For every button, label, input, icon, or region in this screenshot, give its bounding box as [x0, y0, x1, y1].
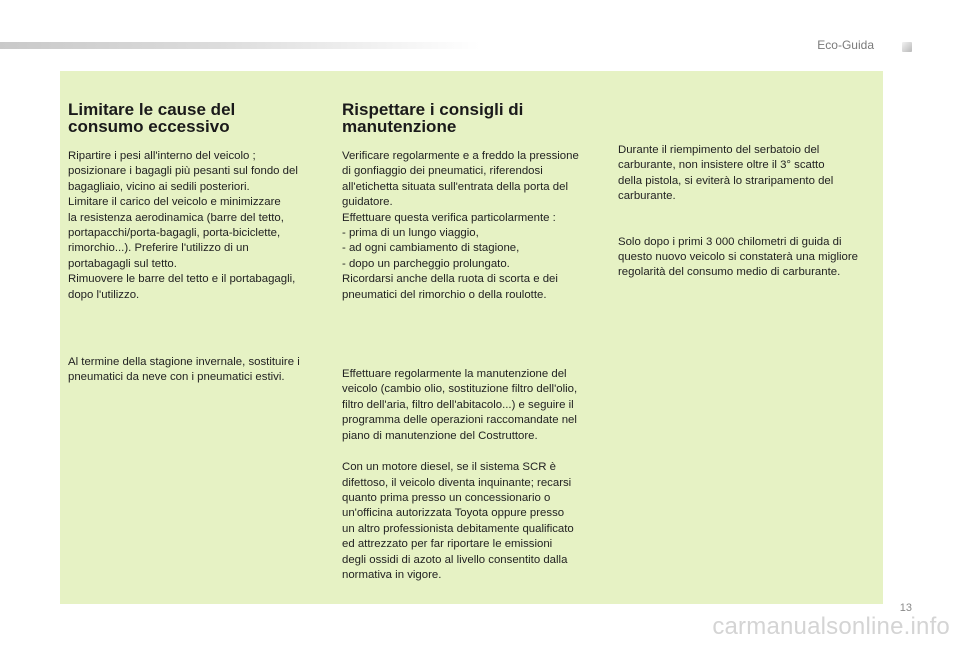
header-decorative-bar — [0, 42, 480, 49]
paragraph-weight-distribution: Ripartire i pesi all'interno del veicolo ; posizionare i bagagli più pesanti sul fondo del bagagliaio, vicino ai sedili posteriori. Limitare il carico del veicolo e minimizzare la resistenza aerodinamica (barre del tetto, portapacchi/porta-bagagli, porta-biciclette, rimorchio...). Preferire l'utilizzo di un portabagagli sul tetto. Rimuovere le barre del tetto e il portabagagli, dopo l'utilizzo. — [68, 150, 298, 301]
paragraph-tyre-pressure: Verificare regolarmente e a freddo la pressione di gonfiaggio dei pneumatici, riferendosi all'etichetta situata sull'entrata della porta del guidatore. Effettuare questa verifica particolarmente : - prima di un lungo viaggio, - ad ogni cambiamento di stagione, - dopo un parcheggio prolungato. Ricordarsi anche della ruota di scorta e dei pneumatici del rimorchio o della roulotte. — [342, 150, 579, 301]
paragraph-regular-maintenance: Effettuare regolarmente la manutenzione del veicolo (cambio olio, sostituzione filtro dell'olio, filtro dell'aria, filtro dell'abitacolo...) e seguire il programma delle operazioni raccomandate nel piano di manutenzione del Costruttore. — [342, 368, 578, 442]
paragraph-scr-system: Con un motore diesel, se il sistema SCR è difettoso, il veicolo diventa inquinante; recarsi quanto prima presso un concessionario o un'officina autorizzata Toyota oppure presso un altro professionista debitamente qualificato ed attrezzato per far riportare le emissioni degli ossidi di azoto al livello consentito dalla normativa in vigore. — [342, 461, 574, 581]
column-fuel — [618, 143, 858, 281]
watermark: carmanualsonline.info — [712, 613, 950, 640]
section-marker-icon — [902, 42, 912, 52]
column-maintenance — [342, 101, 598, 583]
heading-maintenance-advice: Rispettare i consigli di manutenzione — [342, 100, 524, 136]
paragraph-refuelling: Durante il riempimento del serbatoio del carburante, non insistere oltre il 3° scatto della pistola, si eviterà lo straripamento del carburante. — [618, 144, 834, 203]
paragraph-first-3000-km: Solo dopo i primi 3 000 chilometri di guida di questo nuovo veicolo si constaterà una migliore regolarità del consumo medio di carburante. — [618, 235, 858, 279]
paragraph-winter-tyres: Al termine della stagione invernale, sostituire i pneumatici da neve con i pneumatici estivi. — [68, 356, 300, 384]
column-consumption — [68, 101, 318, 386]
section-title: Eco-Guida — [817, 38, 874, 52]
content-panel — [60, 71, 883, 604]
page-number: 13 — [899, 602, 912, 614]
heading-limit-consumption: Limitare le cause del consumo eccessivo — [68, 100, 236, 136]
